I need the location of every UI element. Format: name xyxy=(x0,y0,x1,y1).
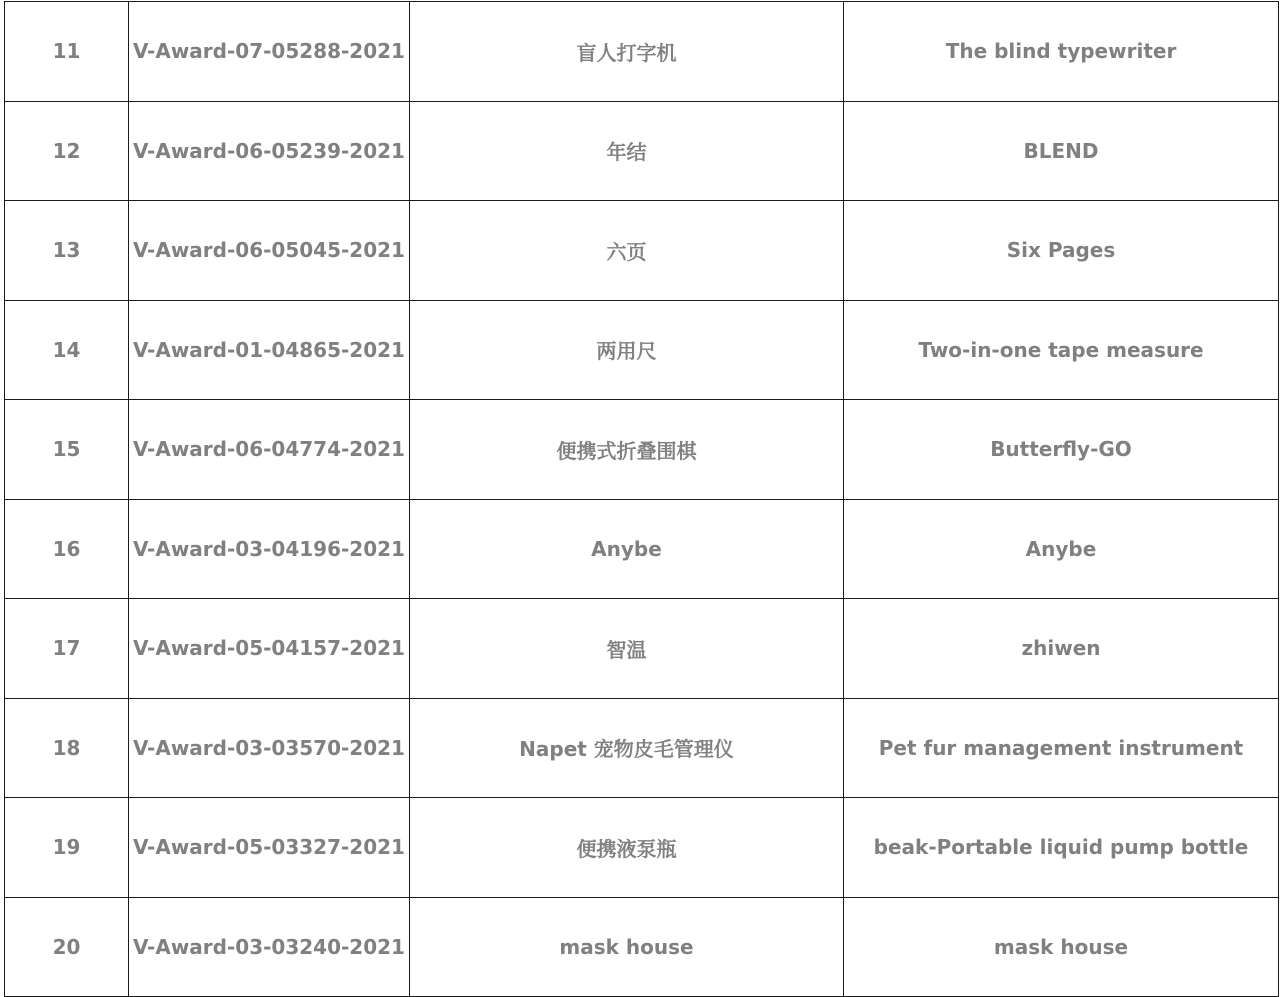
table-row xyxy=(5,698,1279,798)
entry-name-cn: 六页 xyxy=(410,201,844,301)
row-number: 11 xyxy=(5,2,129,102)
entry-name-en: beak-Portable liquid pump bottle xyxy=(844,798,1279,898)
award-code: V-Award-05-03327-2021 xyxy=(129,798,410,898)
table-row xyxy=(5,300,1279,400)
awards-table-body xyxy=(5,2,1279,997)
table-row xyxy=(5,101,1279,201)
entry-name-cn: 盲人打字机 xyxy=(410,2,844,102)
row-number: 20 xyxy=(5,897,129,997)
table-row xyxy=(5,897,1279,997)
entry-name-cn: Anybe xyxy=(410,499,844,599)
table-row xyxy=(5,2,1279,102)
entry-name-cn: 便携式折叠围棋 xyxy=(410,400,844,500)
award-code: V-Award-03-04196-2021 xyxy=(129,499,410,599)
award-code: V-Award-01-04865-2021 xyxy=(129,300,410,400)
entry-name-en: Anybe xyxy=(844,499,1279,599)
entry-name-en: BLEND xyxy=(844,101,1279,201)
table-row xyxy=(5,599,1279,699)
row-number: 15 xyxy=(5,400,129,500)
row-number: 13 xyxy=(5,201,129,301)
entry-name-en: mask house xyxy=(844,897,1279,997)
award-code: V-Award-06-04774-2021 xyxy=(129,400,410,500)
row-number: 17 xyxy=(5,599,129,699)
award-code: V-Award-07-05288-2021 xyxy=(129,2,410,102)
entry-name-cn: Napet 宠物皮毛管理仪 xyxy=(410,698,844,798)
award-code: V-Award-06-05239-2021 xyxy=(129,101,410,201)
award-code: V-Award-06-05045-2021 xyxy=(129,201,410,301)
award-code: V-Award-05-04157-2021 xyxy=(129,599,410,699)
awards-table xyxy=(4,1,1279,997)
entry-name-en: Two-in-one tape measure xyxy=(844,300,1279,400)
entry-name-cn: 年结 xyxy=(410,101,844,201)
entry-name-cn: 便携液泵瓶 xyxy=(410,798,844,898)
row-number: 16 xyxy=(5,499,129,599)
row-number: 14 xyxy=(5,300,129,400)
table-row xyxy=(5,798,1279,898)
entry-name-en: Six Pages xyxy=(844,201,1279,301)
award-code: V-Award-03-03240-2021 xyxy=(129,897,410,997)
entry-name-en: The blind typewriter xyxy=(844,2,1279,102)
entry-name-en: Butterfly-GO xyxy=(844,400,1279,500)
entry-name-cn: 智温 xyxy=(410,599,844,699)
entry-name-cn: 两用尺 xyxy=(410,300,844,400)
row-number: 12 xyxy=(5,101,129,201)
row-number: 19 xyxy=(5,798,129,898)
entry-name-en: Pet fur management instrument xyxy=(844,698,1279,798)
entry-name-cn: mask house xyxy=(410,897,844,997)
entry-name-en: zhiwen xyxy=(844,599,1279,699)
table-row xyxy=(5,400,1279,500)
table-row xyxy=(5,499,1279,599)
award-code: V-Award-03-03570-2021 xyxy=(129,698,410,798)
row-number: 18 xyxy=(5,698,129,798)
table-row xyxy=(5,201,1279,301)
